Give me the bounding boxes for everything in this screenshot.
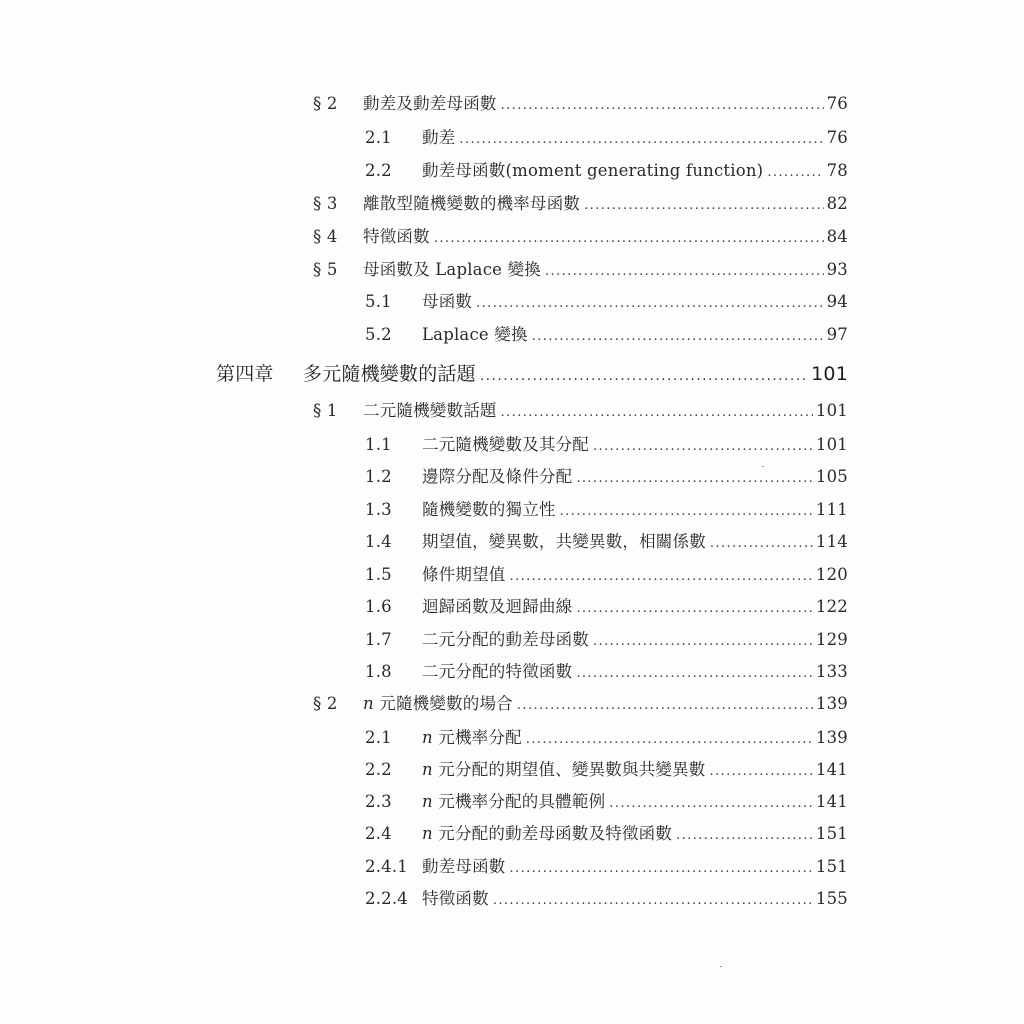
toc-entry-section[interactable] [313,400,848,424]
section-title: 特徵函數 [363,227,430,246]
page-number: 129 [815,630,848,649]
section-number: § 2 [313,94,338,113]
subsection-title [422,727,522,749]
subsection-title: 動差母函數 [422,857,506,876]
dot-leader [593,631,813,653]
subsection-title: 二元分配的特徵函數 [422,662,573,681]
toc-entry-subsection[interactable] [365,434,848,458]
variable-n: n [422,760,433,779]
subsection-title: 隨機變數的獨立性 [422,500,556,519]
page-number: 101 [811,363,848,385]
toc-entry-section[interactable] [313,259,848,283]
page-number: 139 [815,728,848,747]
subsection-number: 2.1 [365,728,392,747]
toc-entry-chapter[interactable] [216,361,848,389]
subsection-number: 2.1 [365,128,392,147]
page-number: 97 [826,325,848,344]
dot-leader [560,501,813,523]
subsection-title [422,759,705,781]
subsection-title: 期望值，變異數，共變異數，相關係數 [422,532,706,551]
subsection-title: 迴歸函數及迴歸曲線 [422,597,573,616]
page-number: 76 [826,94,848,113]
page-number: 84 [826,227,848,246]
subsection-number: 2.2 [365,760,392,779]
dot-leader [676,825,813,847]
subsection-title-text: 元分配的期望值、變異數與共變異數 [432,760,706,779]
section-number: § 5 [313,260,338,279]
page-number: 133 [815,662,848,681]
toc-entry-subsection[interactable] [365,888,848,912]
toc-entry-subsection[interactable] [365,531,848,555]
subsection-number: 2.3 [365,792,392,811]
toc-entry-subsection[interactable] [365,629,848,653]
subsection-title-text: 元機率分配 [432,728,522,747]
toc-entry-section[interactable] [313,193,848,217]
toc-entry-subsection[interactable] [365,661,848,685]
section-title [363,693,513,715]
toc-entry-subsection[interactable] [365,466,848,490]
subsection-title [422,791,605,813]
toc-entry-section[interactable] [313,93,848,117]
dot-leader [510,858,813,880]
dot-leader [510,566,813,588]
subsection-number: 1.3 [365,500,392,519]
subsection-number: 1.2 [365,467,392,486]
toc-entry-subsection[interactable] [365,791,848,815]
toc-entry-subsection[interactable] [365,856,848,880]
toc-entry-subsection[interactable] [365,564,848,588]
section-title-text: 元隨機變數的場合 [373,694,513,713]
subsection-number: 1.7 [365,630,392,649]
toc-entry-subsection[interactable] [365,324,848,348]
toc-entry-section[interactable] [313,226,848,250]
variable-n: n [422,728,433,747]
variable-n: n [422,792,433,811]
toc-entry-section[interactable] [313,693,848,717]
dot-leader [501,95,824,117]
dot-leader [609,793,813,815]
subsection-number: 1.6 [365,597,392,616]
page-number: 122 [815,597,848,616]
dot-leader [593,436,813,458]
dot-leader [434,228,824,250]
subsection-number: 5.2 [365,325,392,344]
subsection-title: 母函數 [422,292,473,311]
page-number: 151 [815,857,848,876]
subsection-title: 特徵函數 [422,889,489,908]
dot-leader [476,293,823,315]
page-number: 111 [815,500,848,519]
page-number: 78 [826,161,848,180]
subsection-title: 動差母函數(moment generating function) [422,161,764,180]
page-number: 114 [815,532,848,551]
dot-leader [576,663,813,685]
dot-leader [517,695,813,717]
subsection-number: 2.2.4 [365,889,408,908]
toc-entry-subsection[interactable] [365,759,848,783]
subsection-title [422,823,672,845]
toc-entry-subsection[interactable] [365,291,848,315]
page-number: 101 [815,401,848,420]
subsection-number: 1.5 [365,565,392,584]
chapter-title: 多元隨機變數的話題 [303,363,476,385]
section-title: 母函數及 Laplace 變換 [363,260,541,279]
section-number: § 2 [313,694,338,713]
dot-leader [532,326,824,348]
dot-leader [584,195,823,217]
variable-n: n [363,694,374,713]
page-number: 101 [815,435,848,454]
section-title: 離散型隨機變數的機率母函數 [363,194,581,213]
page-number: 120 [815,565,848,584]
toc-entry-subsection[interactable] [365,127,848,151]
chapter-number: 第四章 [216,363,274,385]
subsection-number: 2.4 [365,824,392,843]
page-number: 139 [815,694,848,713]
subsection-title-text: 元機率分配的具體範例 [432,792,606,811]
subsection-title: 二元分配的動差母函數 [422,630,589,649]
subsection-title: 條件期望值 [422,565,506,584]
subsection-number: 2.2 [365,161,392,180]
toc-entry-subsection[interactable] [365,727,848,751]
scan-speck [720,966,722,967]
toc-entry-subsection[interactable] [365,499,848,523]
section-title: 動差及動差母函數 [363,94,497,113]
subsection-title: 動差 [422,128,456,147]
dot-leader [493,890,813,912]
subsection-number: 1.8 [365,662,392,681]
dot-leader [526,729,813,751]
subsection-number: 1.4 [365,532,392,551]
page-number: 155 [815,889,848,908]
dot-leader [710,533,813,555]
dot-leader [576,468,813,490]
page-number: 82 [826,194,848,213]
dot-leader [709,761,812,783]
page-number: 105 [815,467,848,486]
dot-leader [767,162,823,184]
section-number: § 1 [313,401,338,420]
page-number: 94 [826,292,848,311]
toc-entry-subsection[interactable] [365,823,848,847]
section-number: § 4 [313,227,338,246]
scan-speck [762,466,764,467]
page-number: 141 [815,792,848,811]
subsection-number: 5.1 [365,292,392,311]
dot-leader [545,261,824,283]
subsection-title: 邊際分配及條件分配 [422,467,573,486]
section-title: 二元隨機變數話題 [363,401,497,420]
dot-leader [480,363,808,389]
section-number: § 3 [313,194,338,213]
page-number: 151 [815,824,848,843]
variable-n: n [422,824,433,843]
dot-leader [459,129,823,151]
toc-entry-subsection[interactable] [365,596,848,620]
dot-leader [501,402,813,424]
page-number: 76 [826,128,848,147]
subsection-number: 1.1 [365,435,392,454]
toc-entry-subsection[interactable] [365,160,848,184]
subsection-title-text: 元分配的動差母函數及特徵函數 [432,824,673,843]
dot-leader [576,598,813,620]
page-number: 93 [826,260,848,279]
subsection-title: 二元隨機變數及其分配 [422,435,589,454]
subsection-title: Laplace 變換 [422,325,528,344]
page-number: 141 [815,760,848,779]
subsection-number: 2.4.1 [365,857,408,876]
